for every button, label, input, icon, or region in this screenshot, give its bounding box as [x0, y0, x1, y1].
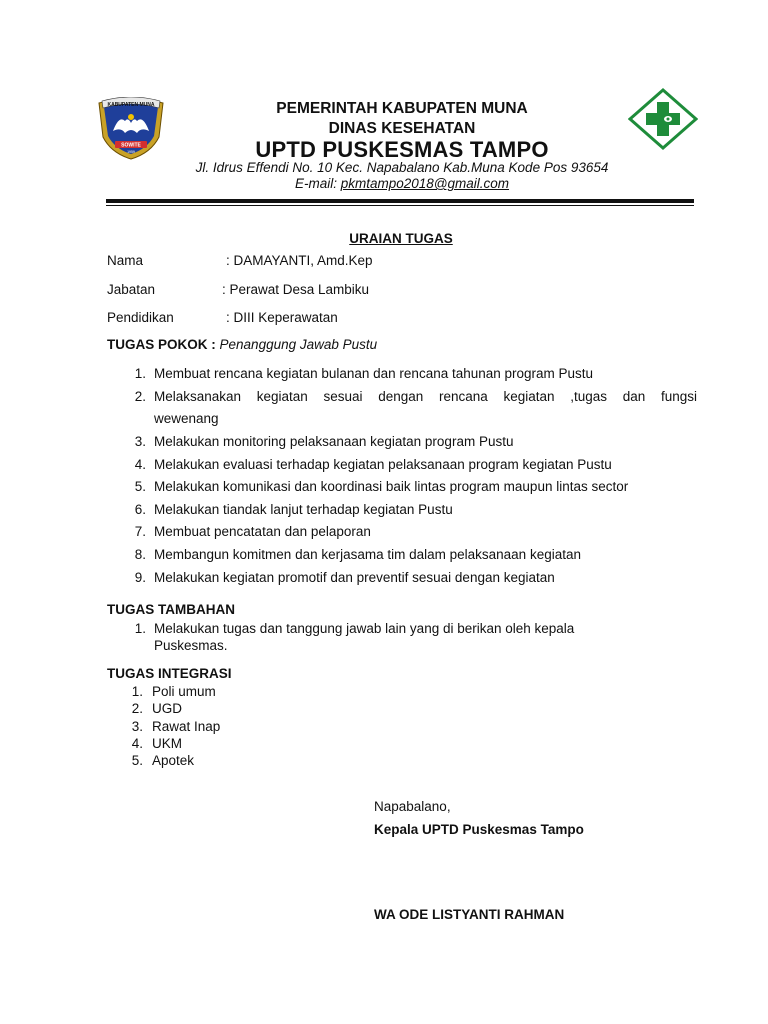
list-item: Rawat Inap — [152, 719, 221, 734]
tugas-tambahan-heading: TUGAS TAMBAHAN — [107, 602, 235, 617]
list-number: 8. — [134, 547, 146, 562]
crest-banner-text: SOWITE — [121, 142, 141, 149]
header-department-name: DINAS KESEHATAN — [328, 120, 476, 137]
crest-top-text: KABUPATEN MUNA — [107, 102, 155, 108]
header-divider-thin — [106, 205, 694, 206]
list-number: 2. — [131, 701, 143, 716]
list-number: 1. — [131, 684, 143, 699]
list-item: Membangun komitmen dan kerjasama tim dalam pelaksanaan kegiatan — [154, 547, 581, 562]
list-item: Melakukan kegiatan promotif dan preventif sesuai dengan kegiatan — [154, 570, 555, 585]
header-institution-name: UPTD PUSKESMAS TAMPO — [255, 137, 549, 162]
signature-name: WA ODE LISTYANTI RAHMAN — [374, 907, 565, 922]
list-number: 2. — [134, 389, 146, 404]
list-item: Apotek — [152, 753, 195, 768]
field-value-nama: : DAMAYANTI, Amd.Kep — [226, 253, 373, 268]
list-item: Membuat pencatatan dan pelaporan — [154, 524, 371, 539]
list-item: Melakukan monitoring pelaksanaan kegiatan program Pustu — [154, 434, 514, 449]
list-number: 9. — [134, 570, 146, 585]
list-number: 1. — [134, 621, 146, 636]
list-item: Melaksanakan kegiatan sesuai dengan rencana kegiatan ,tugas dan fungsi — [154, 389, 697, 404]
email-link[interactable]: pkmtampo2018@gmail.com — [340, 176, 510, 191]
document-title: URAIAN TUGAS — [349, 231, 453, 246]
signature-place: Napabalano, — [374, 799, 451, 814]
list-number: 4. — [134, 457, 146, 472]
crest-year-text: 1959 — [127, 150, 135, 154]
email-prefix: E-mail: — [294, 176, 341, 191]
field-value-jabatan: : Perawat Desa Lambiku — [222, 282, 370, 297]
list-item: UGD — [152, 701, 182, 716]
list-item: Poli umum — [152, 684, 216, 699]
header-email-line — [0, 176, 768, 191]
tugas-integrasi-heading: TUGAS INTEGRASI — [107, 666, 232, 681]
list-item: Melakukan komunikasi dan koordinasi baik lintas program maupun lintas sector — [154, 479, 629, 494]
list-number: 4. — [131, 736, 143, 751]
list-item: Melakukan evaluasi terhadap kegiatan pelaksanaan program kegiatan Pustu — [154, 457, 612, 472]
signature-position: Kepala UPTD Puskesmas Tampo — [374, 822, 584, 837]
list-number: 1. — [134, 366, 146, 381]
field-label-jabatan: Jabatan — [107, 282, 156, 297]
header-divider-thick — [106, 199, 694, 203]
tugas-pokok-value: Penanggung Jawab Pustu — [219, 337, 378, 352]
list-item: Melakukan tiandak lanjut terhadap kegiatan Pustu — [154, 502, 453, 517]
list-number: 5. — [134, 479, 146, 494]
field-label-nama: Nama — [107, 253, 144, 268]
header-address: Jl. Idrus Effendi No. 10 Kec. Napabalano Kab.Muna Kode Pos 93654 — [195, 160, 609, 175]
header-government-name: PEMERINTAH KABUPATEN MUNA — [276, 100, 528, 117]
tugas-pokok-label: TUGAS POKOK : — [107, 337, 216, 352]
list-number: 3. — [131, 719, 143, 734]
field-label-pendidikan: Pendidikan — [107, 310, 174, 325]
list-number: 6. — [134, 502, 146, 517]
list-number: 7. — [134, 524, 146, 539]
list-item: Melakukan tugas dan tanggung jawab lain yang di berikan oleh kepala — [154, 621, 575, 636]
list-item-continuation: wewenang — [154, 411, 219, 426]
list-number: 5. — [131, 753, 143, 768]
list-item: UKM — [152, 736, 182, 751]
list-number: 3. — [134, 434, 146, 449]
list-item: Membuat rencana kegiatan bulanan dan rencana tahunan program Pustu — [154, 366, 594, 381]
list-item-continuation: Puskesmas. — [154, 638, 228, 653]
field-value-pendidikan: : DIII Keperawatan — [226, 310, 338, 325]
tugas-pokok-heading — [107, 337, 377, 353]
